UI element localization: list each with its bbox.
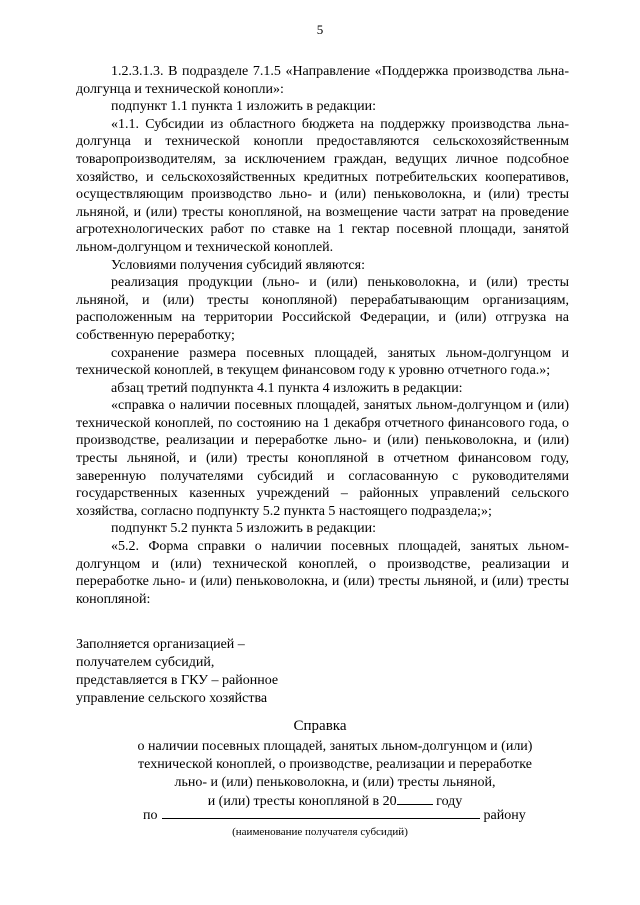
spravka-title: Справка [293, 718, 347, 734]
paragraph: абзац третий подпункта 4.1 пункта 4 изложить в редакции: [111, 380, 463, 396]
spravka-subtitle [0, 738, 640, 811]
paragraph: «5.2. Форма справки о наличии посевных площадей, занятых льном-долгунцом и (или) технической коноплей, о производстве, реализации и переработке льно- и (или) пеньковолокна, и (или) тресты льняной, и (или) тресты конопляной: [76, 539, 569, 607]
form-note-line: получателем субсидий, [76, 655, 215, 670]
paragraph: 1.2.3.1.3. В подразделе 7.1.5 «Направление «Поддержка производства льна-долгунца и технической конопли»: [76, 64, 569, 97]
document-body [76, 63, 569, 608]
spravka-subtitle-line: о наличии посевных площадей, занятых льном-долгунцом и (или) [137, 739, 533, 754]
paragraph: реализация продукции (льно- и (или) пеньковолокна, и (или) тресты льняной, и (или) тресты конопляной) перерабатывающим организациям, расположенным на территории Российской Федерации, и (или) отгрузка на собственную переработку; [76, 275, 569, 343]
po-label: по [143, 808, 158, 823]
form-note-line: Заполняется организацией – [76, 637, 245, 652]
recipient-caption: (наименование получателя субсидий) [232, 826, 408, 838]
form-note-block [76, 636, 278, 708]
year-prefix: и (или) тресты конопляной в 20 [207, 794, 397, 809]
form-note-line: управление сельского хозяйства [76, 691, 268, 706]
paragraph: «справка о наличии посевных площадей, занятых льном-долгунцом и (или) технической коноплей, по состоянию на 1 декабря отчетного финансового года, о производстве, реализации и переработке льно- и (или) пеньковолокна, и (или) тресты льняной, и (или) тресты конопляной в отчетном финансовом году, заверенную получателями субсидий и согласованную с руководителями государственных казенных учреждений – районных управлений сельского хозяйства, согласно подпункту 5.2 пункта 5 настоящего подраздела;»; [76, 398, 569, 519]
rayon-label: району [483, 808, 526, 823]
paragraph: Условиями получения субсидий являются: [111, 257, 365, 273]
page-number: 5 [316, 22, 324, 37]
form-note-line: представляется в ГКУ – районное [76, 673, 279, 688]
paragraph: подпункт 5.2 пункта 5 изложить в редакции: [111, 521, 377, 537]
spravka-subtitle-line: технической коноплей, о производстве, реализации и переработке [138, 757, 532, 772]
year-blank-field[interactable] [397, 792, 433, 805]
paragraph: подпункт 1.1 пункта 1 изложить в редакции: [111, 99, 377, 115]
year-suffix: году [436, 794, 463, 809]
recipient-line [143, 806, 526, 824]
recipient-blank-field[interactable] [162, 806, 480, 819]
paragraph: «1.1. Субсидии из областного бюджета на поддержку производства льна-долгунца и технической конопли предоставляются сельскохозяйственным товаропроизводителям, за исключением граждан, ведущих личное подсобное хозяйство, и сельскохозяйственных кредитных потребительских кооперативов, осуществляющим производство льно- и (или) пеньковолокна, и (или) тресты льняной, и (или) тресты конопляной, на возмещение части затрат на проведение агротехнологических работ по ставке на 1 гектар посевной площади, занятой льном-долгунцом и технической коноплей. [76, 116, 569, 255]
paragraph: сохранение размера посевных площадей, занятых льном-долгунцом и технической коноплей, в текущем финансовом году к уровню отчетного года.»; [76, 345, 569, 379]
spravka-subtitle-line: льно- и (или) пеньковолокна, и (или) тресты льняной, [174, 775, 496, 790]
